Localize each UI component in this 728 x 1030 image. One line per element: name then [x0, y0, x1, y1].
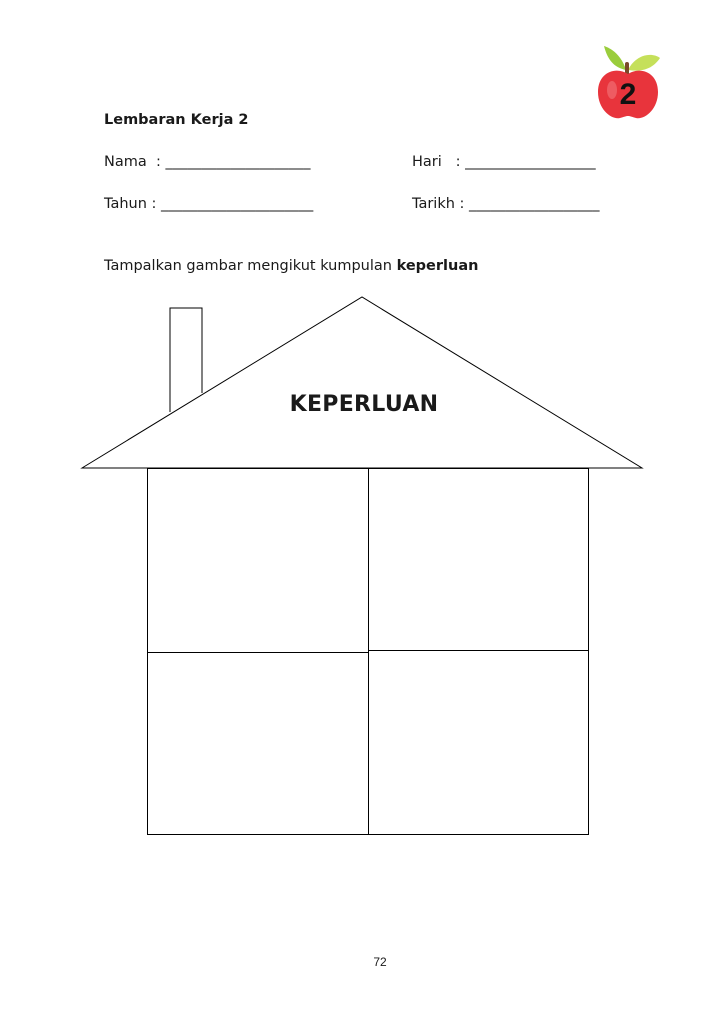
- tarikh-label: Tarikh: [412, 196, 455, 212]
- page-number: 72: [373, 955, 387, 969]
- box-bottom-left[interactable]: [149, 654, 367, 833]
- nama-separator: :: [146, 154, 166, 170]
- house-label: KEPERLUAN: [289, 392, 439, 417]
- tahun-blank[interactable]: _____________________: [161, 196, 314, 212]
- worksheet-number-badge: 2: [619, 78, 637, 111]
- hari-separator: :: [441, 154, 466, 170]
- hari-blank[interactable]: __________________: [465, 154, 596, 170]
- worksheet-title: Lembaran Kerja 2: [104, 112, 249, 128]
- hari-label: Hari: [412, 154, 442, 170]
- roof: [82, 297, 642, 468]
- tahun-separator: :: [146, 196, 162, 212]
- tarikh-separator: :: [454, 196, 470, 212]
- nama-label: Nama: [104, 154, 147, 170]
- box-top-right[interactable]: [370, 470, 587, 649]
- tahun-label: Tahun: [104, 196, 147, 212]
- instruction-bold: keperluan: [396, 258, 479, 274]
- chimney: [170, 308, 202, 412]
- instruction-plain: Tampalkan gambar mengikut kumpulan: [104, 258, 397, 274]
- nama-blank[interactable]: ____________________: [165, 154, 311, 170]
- box-top-left[interactable]: [149, 470, 367, 651]
- box-bottom-right[interactable]: [370, 652, 587, 833]
- tarikh-blank[interactable]: __________________: [469, 196, 600, 212]
